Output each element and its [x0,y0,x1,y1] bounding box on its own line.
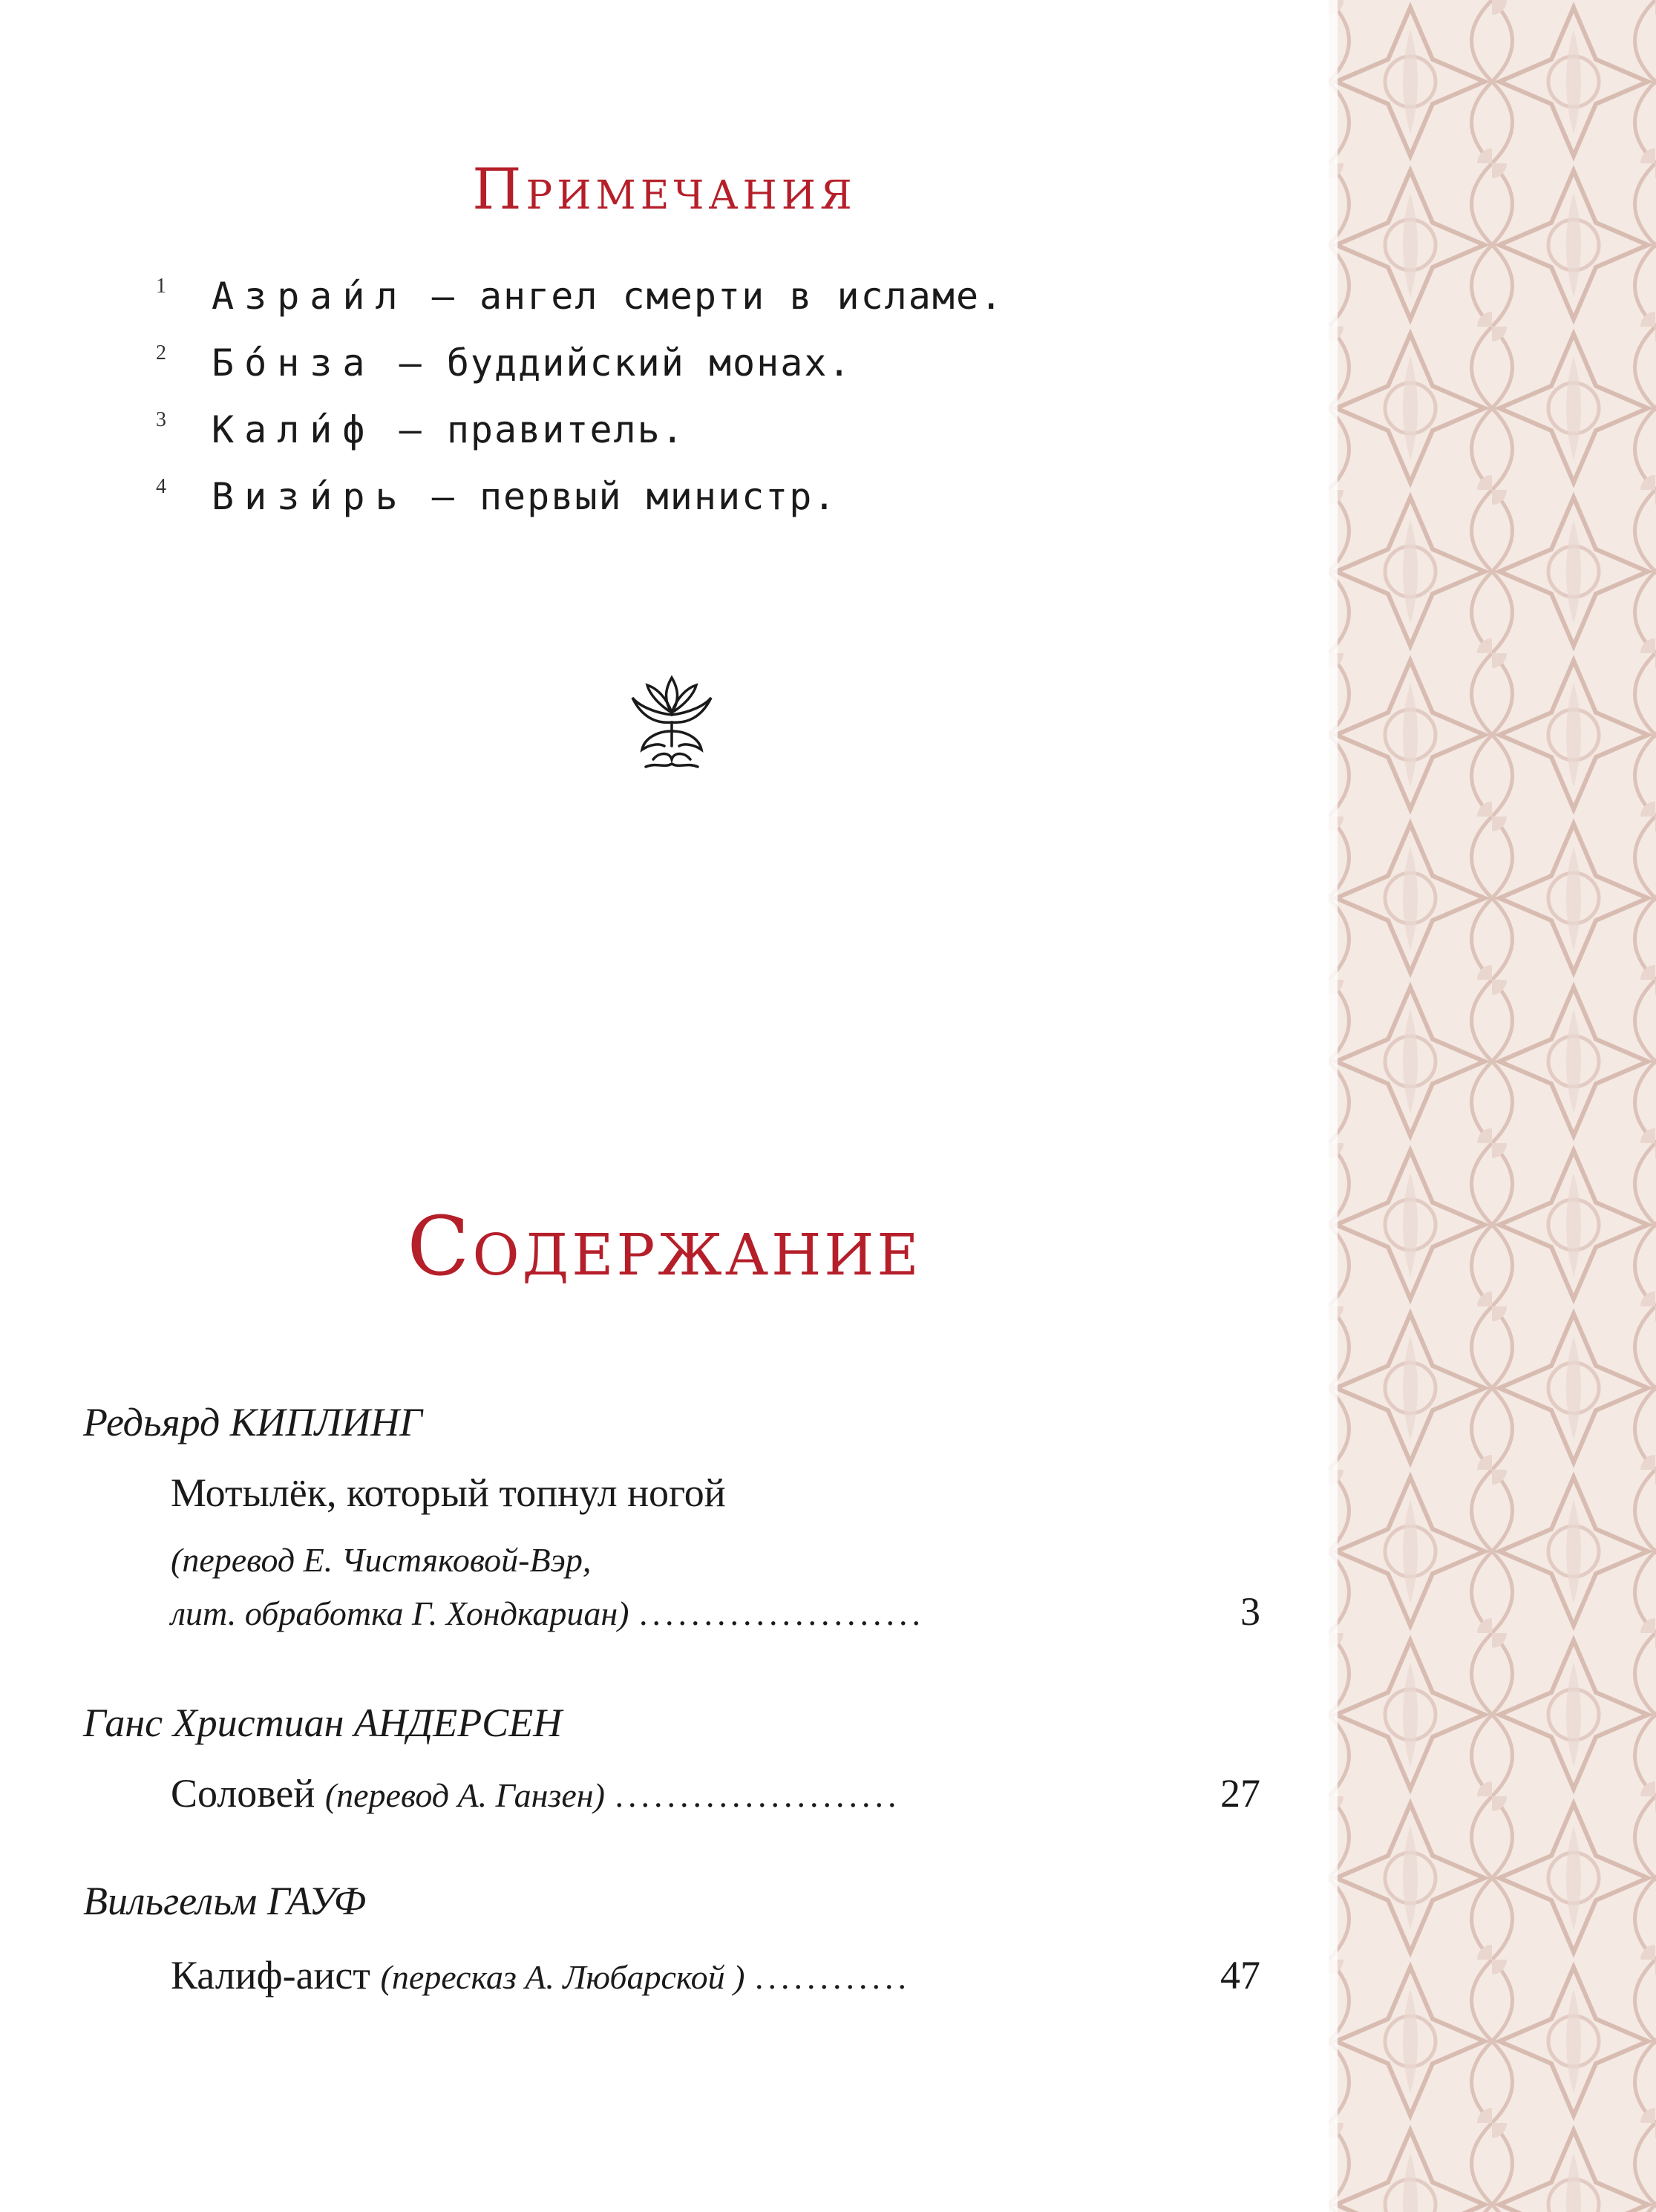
notes-heading: Примечания [472,156,857,222]
toc-story-title: Соловей [171,1771,315,1816]
toc-heading: Содержание [407,1199,922,1294]
note-number: 2 [156,341,166,364]
note-term: Визи́рь [212,475,408,518]
note-term: Бо́нза [212,341,376,385]
note-term: Кали́ф [212,408,376,451]
arabesque-ornament-strip [1329,0,1656,2212]
toc-credit: (перевод Е. Чистяковой-Вэр, [171,1541,592,1579]
toc-author: Ганс Христиан АНДЕРСЕН [83,1701,563,1745]
toc-leader-dots: ...................... [615,1776,901,1814]
note-definition: – первый министр. [431,475,837,518]
toc-story-title: Калиф-аист [171,1953,370,1997]
toc-leader-dots: ...................... [638,1594,925,1632]
note-number: 3 [156,408,166,431]
note-definition: – ангел смерти в исламе. [431,275,1004,318]
note-number: 1 [156,275,166,298]
toc-credit-line [171,1588,925,1635]
toc-page-number: 3 [1240,1589,1260,1634]
note-definition: – правитель. [399,408,685,451]
toc-entry-line [171,1770,900,1816]
toc-story-title: Мотылёк, который топнул ногой [171,1470,726,1515]
note-term: Азраи́л [212,275,408,318]
toc-page-number: 27 [1220,1771,1260,1816]
toc-page-number: 47 [1220,1953,1260,1997]
toc-credit: (пересказ А. Любарской ) [380,1958,745,1996]
toc-credit: (перевод А. Ганзен) [324,1776,605,1814]
toc-credit: лит. обработка Г. Хондкариан) [171,1594,629,1632]
toc-leader-dots: ............ [755,1958,911,1996]
note-number: 4 [156,475,166,498]
toc-author: Вильгельм ГАУФ [83,1879,367,1923]
note-definition: – буддийский монах. [399,341,852,385]
arabesque-pattern-icon [1329,0,1656,2212]
toc-author: Редьярд КИПЛИНГ [83,1400,422,1444]
toc-entry-line [171,1952,911,1998]
